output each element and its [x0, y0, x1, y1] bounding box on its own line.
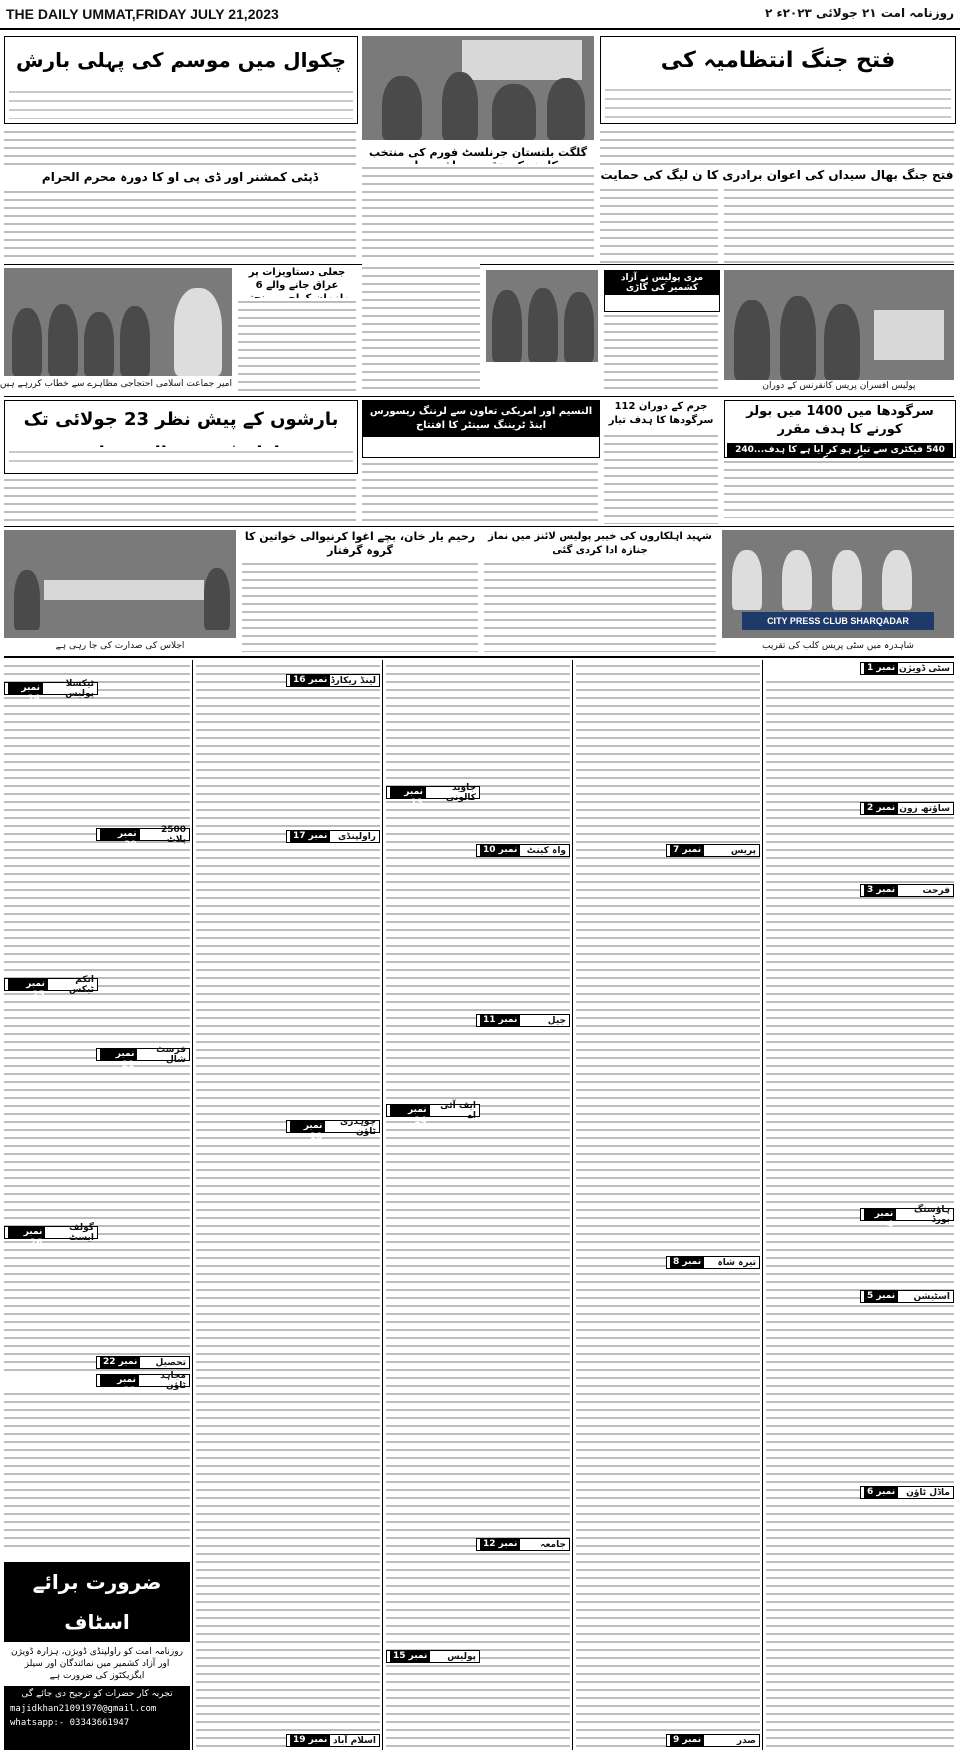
- story-mari-police: [604, 270, 720, 312]
- section-19: اسلام آباد نمبر 19: [286, 1734, 380, 1747]
- story-112-body: [604, 432, 718, 524]
- story-center-1-body: [362, 164, 594, 260]
- press-club-banner: CITY PRESS CLUB SHARQADAR: [742, 612, 934, 630]
- section-22: تحصیل نمبر 22: [96, 1356, 190, 1369]
- section-25: انکم ٹیکس نمبر 25: [4, 978, 98, 991]
- section-1: سٹی ڈویژن نمبر 1: [860, 662, 954, 675]
- section-11: جیل نمبر 11: [476, 1014, 570, 1027]
- section-24: ٹیکسلا پولیس نمبر 24: [4, 682, 98, 695]
- story-center-3-body: [362, 460, 598, 524]
- section-26: گولف ایسٹ نمبر 26: [4, 1226, 98, 1239]
- story-112: [604, 400, 718, 430]
- story-mari-title: مری پولیس نے آزاد کشمیر کی گاڑی: [605, 271, 719, 295]
- headline-box-left: [4, 36, 358, 124]
- col1-lower: [4, 1390, 190, 1550]
- section-18: چوہدری ٹاؤن نمبر 18: [286, 1120, 380, 1133]
- ad-body: روزنامہ امت کو راولپنڈی ڈویژن، ہزارہ ڈویژن اور آزاد کشمیر میں نمائندگان اور سیلز ایگزیکٹوز کی ضرورت ہے: [4, 1642, 190, 1686]
- story-sargodha-body: [724, 458, 954, 518]
- story-right-2: [600, 168, 954, 184]
- section-6: ماڈل ٹاؤن نمبر 6: [860, 1486, 954, 1499]
- story-left-1: [4, 128, 356, 168]
- story-left-3-title: جعلی دستاویزات پر عراق جانے والے 6: [248, 267, 346, 291]
- section-3: فرحت نمبر 3: [860, 884, 954, 897]
- photo-press-club: [722, 530, 954, 638]
- story-khyber-title: شہید اہلکاروں کی خیبر پولیس لائنز میں نماز جنازہ ادا کردی گئی: [488, 531, 712, 556]
- section-23: مجاہد ٹاؤن نمبر: [96, 1374, 190, 1387]
- headline-left: چکوال میں موسم کی پہلی بارش: [15, 48, 347, 72]
- section-5: اسٹیشن نمبر 5: [860, 1290, 954, 1303]
- section-14: ایف آئی اے نمبر 14: [386, 1104, 480, 1117]
- story-right-3-body: [600, 186, 718, 266]
- section-8: تیرہ شاہ نمبر 8: [666, 1256, 760, 1269]
- story-rahim: [242, 530, 478, 558]
- section-16: لینڈ ریکارڈ نمبر 16: [286, 674, 380, 687]
- photo-protest: [4, 268, 232, 376]
- story-center-2-body: [362, 264, 480, 394]
- masthead: [0, 0, 960, 30]
- story-left-3-body: [238, 298, 356, 394]
- section-20: 2500 پلاٹ نمبر 20: [96, 828, 190, 841]
- section-9: صدر نمبر 9: [666, 1734, 760, 1747]
- story-center-1: [362, 146, 594, 162]
- photo-meeting-top: [362, 36, 594, 140]
- section-12: جامعہ نمبر 12: [476, 1538, 570, 1551]
- caption-police: پولیس افسران پریس کانفرنس کے دوران: [762, 381, 916, 391]
- story-left-2: [4, 170, 356, 186]
- section-13: جاوید کالونی نمبر 13: [386, 786, 480, 799]
- masthead-urdu: روزنامہ امت ۲۱ جولائی ۲۰۲۳ء ۲: [764, 6, 954, 20]
- headline-rain: بارشوں کے پیش نظر 23 جولائی تک: [23, 409, 339, 430]
- ad-whatsapp: whatsapp:- 03343661947: [10, 1718, 130, 1728]
- headline-center: النسیم اور امریکی تعاون سے لرننگ ریسورس اینڈ ٹریننگ سینٹر کا افتتاح: [363, 401, 599, 437]
- section-4: ہاؤسنگ بورڈ نمبر 4: [860, 1208, 954, 1221]
- caption-meeting: اجلاس کی صدارت کی جا رہی ہے: [55, 641, 185, 651]
- story-khyber: [484, 530, 716, 558]
- col1: [4, 662, 190, 1372]
- ad-note: تجربہ کار حضرات کو ترجیح دی جائے گی: [21, 1689, 173, 1699]
- ad-staff-wanted: [4, 1562, 190, 1750]
- masthead-english: THE DAILY UMMAT,FRIDAY JULY 21,2023: [6, 6, 279, 22]
- caption-press: شاہدرہ میں سٹی پریس کلب کی تقریب: [762, 641, 914, 651]
- story-rahim-body: [242, 560, 478, 652]
- story-rain-body: [4, 476, 356, 524]
- story-rahim-title: رحیم یار خان، بچے اغوا کرنیوالی خواتین کا گروہ گرفتار: [244, 530, 476, 557]
- section-10: واہ کینٹ نمبر 10: [476, 844, 570, 857]
- headline-box-center: [362, 400, 600, 458]
- story-khyber-body: [484, 560, 716, 652]
- headline-right: فتح جنگ انتظامیہ کی: [660, 48, 896, 73]
- story-right-1: [600, 128, 954, 166]
- caption-protest: امیر جماعت اسلامی احتجاجی مظاہرے سے خطاب کررہے ہیں: [0, 379, 232, 389]
- headline-box-right: [600, 36, 956, 124]
- story-right-2-body: [724, 186, 954, 266]
- section-21: فرسٹ شال نمبر 21: [96, 1048, 190, 1061]
- headline-box-rain: [4, 400, 358, 474]
- col4: [576, 662, 760, 1750]
- photo-arrest: [486, 270, 598, 362]
- story-right-2-title: فتح جنگ بھال سیداں کی اعوان برادری کا ن لیگ کی حمایت: [600, 168, 954, 182]
- section-7: پریس نمبر 7: [666, 844, 760, 857]
- photo-police-right: [724, 270, 954, 380]
- headline-sargodha: سرگودھا میں 1400 میں بولر کورنے کا ہدف مقرر: [746, 404, 934, 437]
- photo-meeting-room: [4, 530, 236, 638]
- ad-title: ضرورت برائے اسٹاف: [32, 1570, 162, 1634]
- section-17: راولپنڈی نمبر 17: [286, 830, 380, 843]
- story-mari-body: [604, 312, 718, 394]
- headline-box-sargodha: [724, 400, 956, 458]
- story-left-2-body: [4, 188, 356, 260]
- section-15: پولیس نمبر 15: [386, 1650, 480, 1663]
- col3: [386, 662, 570, 1750]
- ad-email: majidkhan21091970@gmail.com: [10, 1704, 157, 1714]
- story-center-1-title: گلگت بلتستان جرنلسٹ فورم کی منتخب: [368, 146, 587, 159]
- headline-sargodha-sub: 540 فیکٹری سے تیار ہو کر ایا ہے کا ہدف...240: [727, 443, 953, 467]
- story-left-2-title: ڈپٹی کمشنر اور ڈی پی او کا دورہ محرم الحرام: [41, 170, 319, 184]
- story-left-3: [238, 266, 356, 294]
- col2: [196, 662, 380, 1750]
- story-112-title: جرم کے دوران 112 سرگودھا کا ہدف تیار: [608, 401, 714, 426]
- section-2: ساؤتھ زون نمبر 2: [860, 802, 954, 815]
